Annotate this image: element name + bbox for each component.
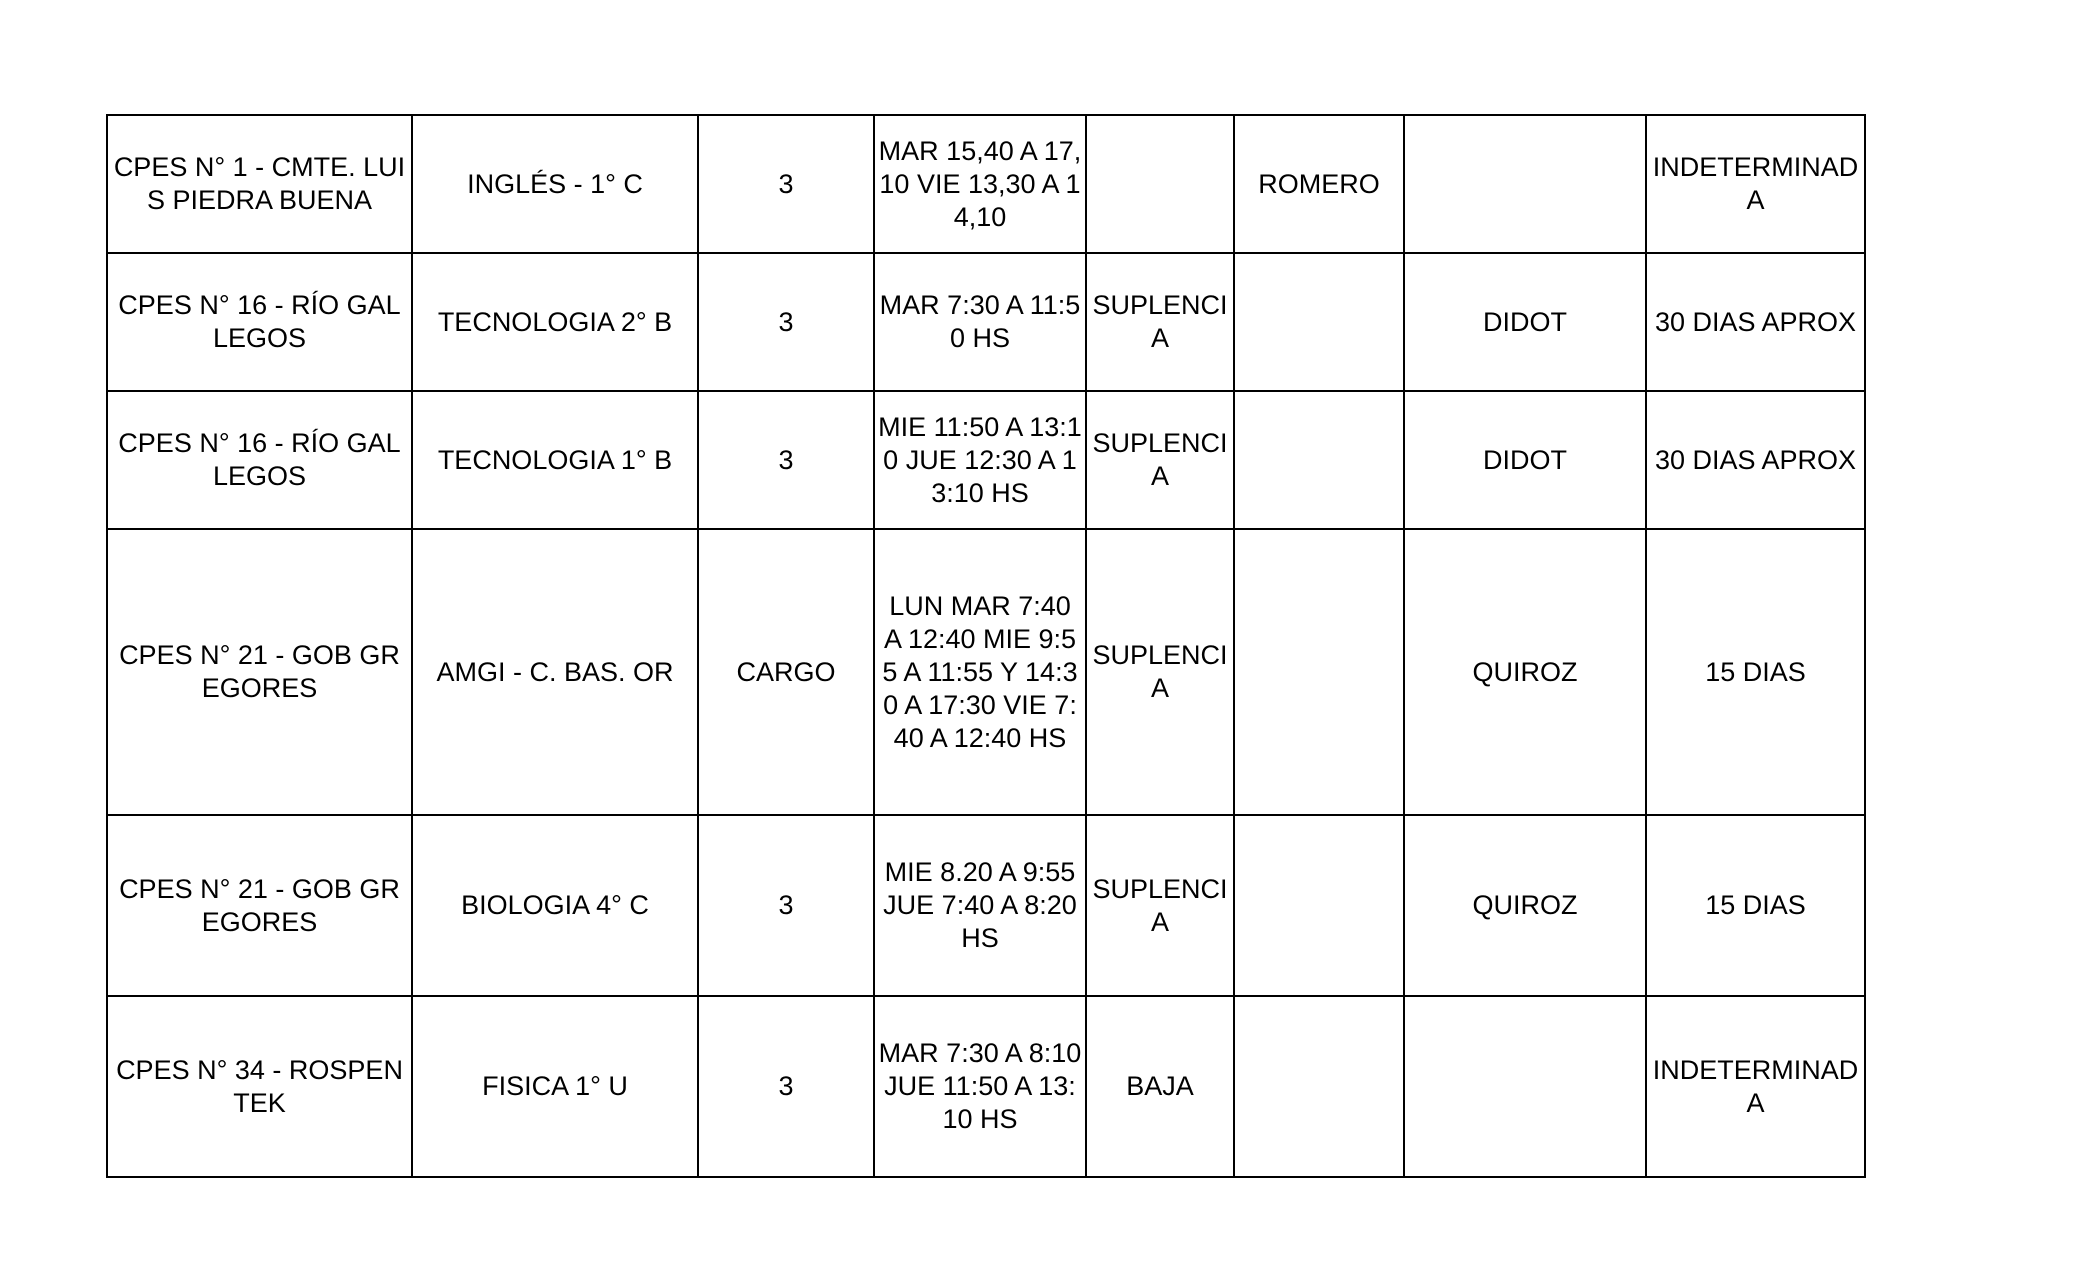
- name-cell: ROMERO: [1234, 115, 1404, 253]
- hours-cell: CARGO: [698, 529, 874, 815]
- school-cell: CPES N° 16 - RÍO GALLEGOS: [107, 391, 412, 529]
- subject-cell: AMGI - C. BAS. OR: [412, 529, 698, 815]
- name-cell: [1234, 529, 1404, 815]
- subject-cell: INGLÉS - 1° C: [412, 115, 698, 253]
- name-cell: [1234, 391, 1404, 529]
- type-cell: SUPLENCIA: [1086, 529, 1234, 815]
- type-cell: SUPLENCIA: [1086, 815, 1234, 996]
- duration-cell: INDETERMINADA: [1646, 996, 1865, 1177]
- schedule-cell: MIE 8.20 A 9:55 JUE 7:40 A 8:20 HS: [874, 815, 1086, 996]
- duration-cell: INDETERMINADA: [1646, 115, 1865, 253]
- hours-cell: 3: [698, 115, 874, 253]
- name-cell: DIDOT: [1404, 391, 1646, 529]
- table-row: [107, 253, 1865, 391]
- assignments-table: [106, 114, 1866, 1178]
- name-cell: [1404, 115, 1646, 253]
- table-row: [107, 115, 1865, 253]
- hours-cell: 3: [698, 815, 874, 996]
- hours-cell: 3: [698, 253, 874, 391]
- schedule-cell: LUN MAR 7:40 A 12:40 MIE 9:55 A 11:55 Y 14:30 A 17:30 VIE 7:40 A 12:40 HS: [874, 529, 1086, 815]
- subject-cell: TECNOLOGIA 1° B: [412, 391, 698, 529]
- name-cell: DIDOT: [1404, 253, 1646, 391]
- name-cell: [1234, 996, 1404, 1177]
- table-row: [107, 391, 1865, 529]
- duration-cell: 15 DIAS: [1646, 815, 1865, 996]
- school-cell: CPES N° 1 - CMTE. LUIS PIEDRA BUENA: [107, 115, 412, 253]
- hours-cell: 3: [698, 391, 874, 529]
- hours-cell: 3: [698, 996, 874, 1177]
- table-row: [107, 815, 1865, 996]
- school-cell: CPES N° 34 - ROSPENTEK: [107, 996, 412, 1177]
- type-cell: [1086, 115, 1234, 253]
- schedule-cell: MAR 7:30 A 8:10 JUE 11:50 A 13:10 HS: [874, 996, 1086, 1177]
- type-cell: SUPLENCIA: [1086, 253, 1234, 391]
- name-cell: [1234, 253, 1404, 391]
- type-cell: BAJA: [1086, 996, 1234, 1177]
- name-cell: [1234, 815, 1404, 996]
- schedule-cell: MIE 11:50 A 13:10 JUE 12:30 A 13:10 HS: [874, 391, 1086, 529]
- type-cell: SUPLENCIA: [1086, 391, 1234, 529]
- subject-cell: BIOLOGIA 4° C: [412, 815, 698, 996]
- schedule-cell: MAR 15,40 A 17,10 VIE 13,30 A 14,10: [874, 115, 1086, 253]
- duration-cell: 30 DIAS APROX: [1646, 253, 1865, 391]
- school-cell: CPES N° 16 - RÍO GALLEGOS: [107, 253, 412, 391]
- name-cell: [1404, 996, 1646, 1177]
- schedule-cell: MAR 7:30 A 11:50 HS: [874, 253, 1086, 391]
- subject-cell: TECNOLOGIA 2° B: [412, 253, 698, 391]
- table-row: [107, 529, 1865, 815]
- duration-cell: 15 DIAS: [1646, 529, 1865, 815]
- school-cell: CPES N° 21 - GOB GREGORES: [107, 529, 412, 815]
- table-row: [107, 996, 1865, 1177]
- duration-cell: 30 DIAS APROX: [1646, 391, 1865, 529]
- name-cell: QUIROZ: [1404, 815, 1646, 996]
- school-cell: CPES N° 21 - GOB GREGORES: [107, 815, 412, 996]
- name-cell: QUIROZ: [1404, 529, 1646, 815]
- subject-cell: FISICA 1° U: [412, 996, 698, 1177]
